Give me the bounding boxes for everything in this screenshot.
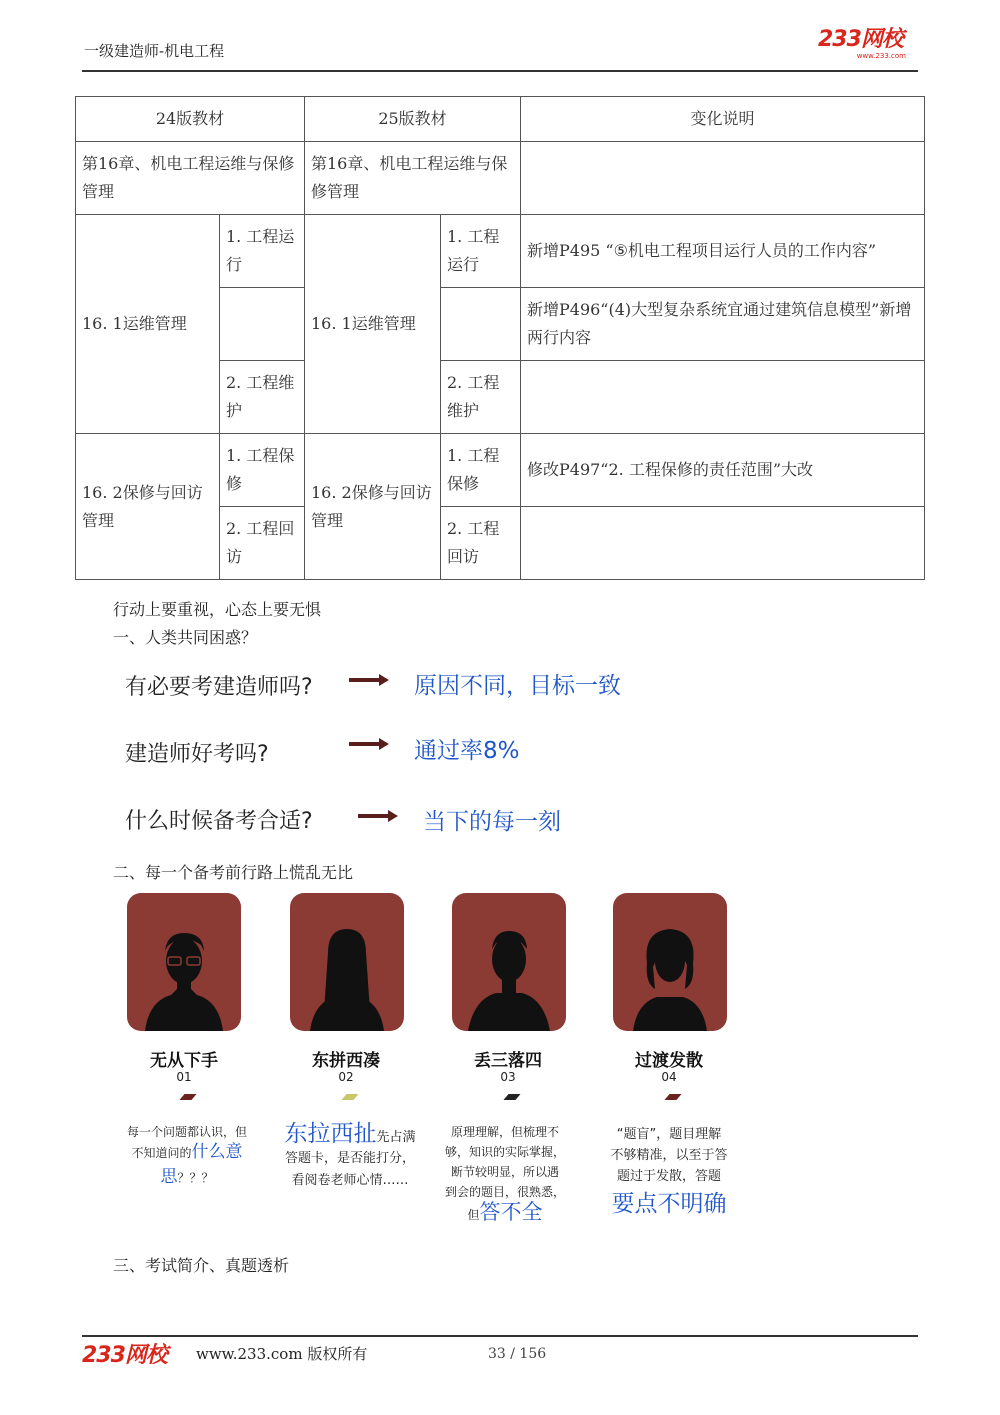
card-desc-3 (432, 1122, 578, 1225)
sub-old: 1. 工程保修 (220, 434, 305, 507)
card-number-1: 01 (176, 1070, 192, 1084)
card-title-4: 过渡发散 (635, 1051, 703, 1071)
tick-mark (341, 1094, 358, 1100)
desc-text: 要点不明确 (611, 1191, 727, 1217)
sub-old: 2. 工程回访 (220, 507, 305, 580)
sub-new: 2. 工程维护 (441, 361, 521, 434)
card-desc-1 (112, 1122, 262, 1188)
table-row-chapter (76, 142, 925, 215)
desc-text: 够，知识的实际掌握， (444, 1145, 565, 1159)
desc-text: 题过于发散，答题 (616, 1169, 721, 1184)
logo-url: www.233.com (856, 52, 906, 60)
header-cell-old: 24版教材 (76, 97, 305, 142)
card-desc-2 (270, 1121, 430, 1192)
header-cell-new: 25版教材 (305, 97, 521, 142)
card-title-1: 无从下手 (150, 1051, 218, 1071)
card-number-2: 02 (338, 1070, 354, 1084)
desc-text: 到会的题目，很熟悉， (444, 1185, 565, 1199)
desc-text: 但答不全 (467, 1200, 543, 1224)
desc-text: 东拉西扯先占满 (284, 1121, 416, 1147)
change-note: 新增P495 “⑤机电工程项目运行人员的工作内容” (521, 215, 925, 288)
desc-text: 每一个问题都认识，但 (126, 1125, 247, 1139)
chapter-new: 第16章、机电工程运维与保修管理 (305, 142, 521, 215)
avatar-card-3 (452, 893, 566, 1031)
section-heading-1: 一、人类共同困惑？ (113, 628, 258, 647)
desc-text: 看阅卷老师心情…… (291, 1173, 409, 1188)
desc-text: 原理理解，但梳理不 (450, 1125, 559, 1139)
section2-new: 16. 2保修与回访管理 (305, 434, 441, 580)
question-1: 有必要考建造师吗? (125, 675, 313, 700)
change-note (521, 507, 925, 580)
header-cell-note: 变化说明 (521, 97, 925, 142)
sub-new: 1. 工程运行 (441, 215, 521, 288)
arrow-right-icon (358, 810, 398, 822)
section1-old: 16. 1运维管理 (76, 215, 220, 434)
section2-old: 16. 2保修与回访管理 (76, 434, 220, 580)
sub-old: 1. 工程运行 (220, 215, 305, 288)
desc-text: 断节较明显，所以遇 (450, 1165, 559, 1179)
man-silhouette-icon (452, 893, 566, 1031)
desc-text: 不知道问的什么意 (131, 1142, 243, 1162)
change-note: 修改P497“2. 工程保修的责任范围”大改 (521, 434, 925, 507)
answer-1: 原因不同，目标一致 (414, 673, 621, 699)
sub-old: 2. 工程维护 (220, 361, 305, 434)
footer-divider (82, 1335, 918, 1337)
brand-logo (818, 28, 918, 64)
avatar-card-2 (290, 893, 404, 1031)
woman-long-hair-silhouette-icon (290, 893, 404, 1031)
page-number: 33 / 156 (488, 1346, 547, 1362)
table-header-row (76, 97, 925, 142)
card-title-3: 丢三落四 (474, 1051, 542, 1071)
tick-mark (664, 1094, 681, 1100)
card-title-2: 东拼西凑 (312, 1051, 380, 1071)
sub-new: 2. 工程回访 (441, 507, 521, 580)
chapter-old: 第16章、机电工程运维与保修管理 (76, 142, 305, 215)
card-number-4: 04 (661, 1070, 677, 1084)
answer-2: 通过率8% (414, 738, 520, 764)
header-divider (82, 70, 918, 72)
answer-3: 当下的每一刻 (423, 809, 561, 835)
tick-mark (503, 1094, 520, 1100)
tick-mark (179, 1094, 196, 1100)
sub-new: 1. 工程保修 (441, 434, 521, 507)
section-heading-2: 二、每一个备考前行路上慌乱无比 (113, 863, 354, 882)
section1-new: 16. 1运维管理 (305, 215, 441, 434)
arrow-right-icon (349, 674, 389, 686)
change-note (521, 361, 925, 434)
footer-logo: 233网校 (82, 1343, 167, 1368)
motto-line: 行动上要重视，心态上要无惧 (113, 600, 322, 619)
avatar-card-1 (127, 893, 241, 1031)
table-row (76, 215, 925, 288)
desc-text: “题盲”，题目理解 (616, 1127, 722, 1142)
card-number-3: 03 (500, 1070, 516, 1084)
desc-text: 思？？？ (160, 1167, 214, 1187)
woman-short-hair-silhouette-icon (613, 893, 727, 1031)
change-note: 新增P496“(4)大型复杂系统宜通过建筑信息模型”新增两行内容 (521, 288, 925, 361)
desc-text: 不够精准，以至于答 (610, 1148, 728, 1163)
sub-new (441, 288, 521, 361)
section-heading-3: 三、考试简介、真题透析 (113, 1256, 290, 1275)
table-row (76, 434, 925, 507)
avatar-card-4 (613, 893, 727, 1031)
question-2: 建造师好考吗? (125, 742, 269, 767)
sub-old (220, 288, 305, 361)
logo-text: 233网校 (818, 27, 903, 52)
man-glasses-silhouette-icon (127, 893, 241, 1031)
chapter-note (521, 142, 925, 215)
footer-copyright: www.233.com 版权所有 (196, 1345, 368, 1363)
question-3: 什么时候备考合适? (125, 809, 313, 834)
arrow-right-icon (349, 738, 389, 750)
header-title: 一级建造师-机电工程 (84, 42, 225, 60)
desc-text: 答题卡，是否能打分， (284, 1151, 415, 1166)
comparison-table (75, 96, 925, 580)
card-desc-4 (594, 1124, 744, 1221)
